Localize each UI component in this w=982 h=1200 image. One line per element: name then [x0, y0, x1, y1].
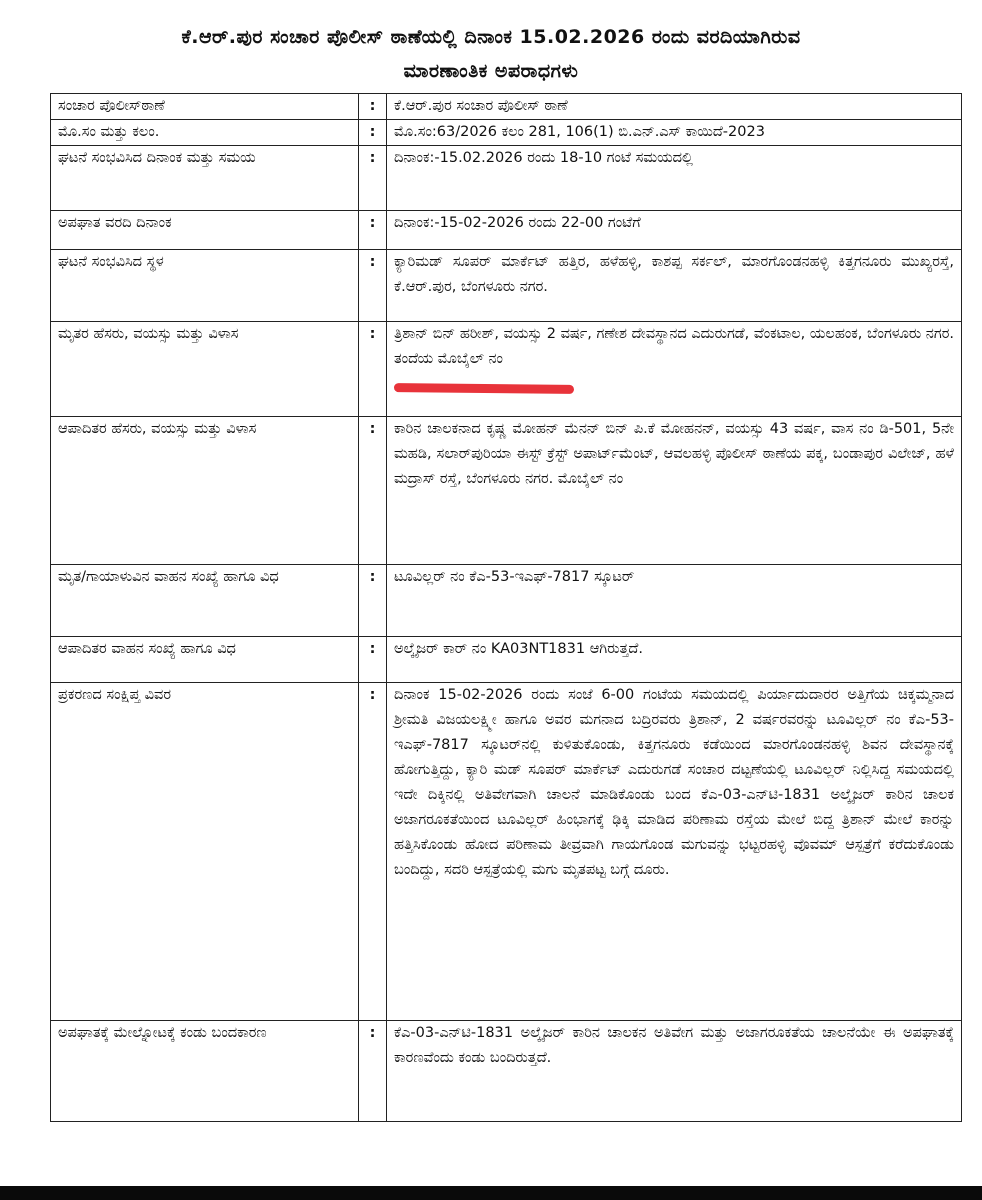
row-label: ಘಟನೆ ಸಂಭವಿಸಿದ ಸ್ಥಳ	[51, 250, 359, 322]
row-separator: :	[359, 637, 387, 683]
row-report-date	[51, 211, 962, 250]
row-separator: :	[359, 250, 387, 322]
row-label: ಪ್ರಕರಣದ ಸಂಕ್ಷಿಪ್ತ ವಿವರ	[51, 683, 359, 1021]
row-label: ಮೃತರ ಹೆಸರು, ವಯಸ್ಸು ಮತ್ತು ವಿಳಾಸ	[51, 322, 359, 417]
row-police-station	[51, 94, 962, 120]
row-label: ಆಪಾದಿತರ ವಾಹನ ಸಂಖ್ಯೆ ಹಾಗೂ ವಿಧ	[51, 637, 359, 683]
row-separator: :	[359, 417, 387, 565]
row-value: ತ್ರಿಶಾನ್ ಬಿನ್ ಹರೀಶ್, ವಯಸ್ಸು 2 ವರ್ಷ, ಗಣೇಶ ದೇವಸ್ಥಾನದ ಎದುರುಗಡೆ, ವೆಂಕಟಾಲ, ಯಲಹಂಕ, ಬೆಂಗಳೂರು ನಗರ. ತಂದೆಯ ಮೊಬೈಲ್ ನಂ	[394, 326, 954, 367]
row-separator: :	[359, 146, 387, 211]
row-label: ಅಪಘಾತಕ್ಕೆ ಮೇಲ್ನೋಟಕ್ಕೆ ಕಂಡು ಬಂದಕಾರಣ	[51, 1021, 359, 1122]
report-table	[50, 93, 962, 1122]
row-value: ಕ್ಯಾರಿಮಡ್ ಸೂಪರ್ ಮಾರ್ಕೆಟ್ ಹತ್ತಿರ, ಹಳೆಹಳ್ಳಿ, ಕಾಶಪ್ಪ ಸರ್ಕಲ್, ಮಾರಗೊಂಡನಹಳ್ಳಿ ಕಿತ್ತಗನೂರು ಮುಖ್ಯರಸ್ತೆ, ಕೆ.ಆರ್.ಪುರ, ಬೆಂಗಳೂರು ನಗರ.	[387, 250, 962, 322]
row-value: ಮೊ.ಸಂ:63/2026 ಕಲಂ 281, 106(1) ಬಿ.ಎನ್.ಎಸ್ ಕಾಯಿದೆ-2023	[387, 120, 962, 146]
redaction-mark	[394, 383, 574, 394]
row-label: ಮೃತ/ಗಾಯಾಳುವಿನ ವಾಹನ ಸಂಖ್ಯೆ ಹಾಗೂ ವಿಧ	[51, 565, 359, 637]
row-accident-cause	[51, 1021, 962, 1122]
row-label: ಮೊ.ಸಂ ಮತ್ತು ಕಲಂ.	[51, 120, 359, 146]
row-label: ಆಪಾದಿತರ ಹೆಸರು, ವಯಸ್ಸು ಮತ್ತು ವಿಳಾಸ	[51, 417, 359, 565]
page-subtitle: ಮಾರಣಾಂತಿಕ ಅಪರಾಧಗಳು	[403, 60, 579, 82]
row-victim-vehicle	[51, 565, 962, 637]
row-separator: :	[359, 211, 387, 250]
row-case-summary	[51, 683, 962, 1021]
row-label: ಘಟನೆ ಸಂಭವಿಸಿದ ದಿನಾಂಕ ಮತ್ತು ಸಮಯ	[51, 146, 359, 211]
row-label: ಅಪಘಾತ ವರದಿ ದಿನಾಂಕ	[51, 211, 359, 250]
row-separator: :	[359, 1021, 387, 1122]
row-value-cell	[387, 322, 962, 417]
row-separator: :	[359, 565, 387, 637]
row-value: ದಿನಾಂಕ 15-02-2026 ರಂದು ಸಂಜೆ 6-00 ಗಂಟೆಯ ಸಮಯದಲ್ಲಿ ಪಿರ್ಯಾದುದಾರರ ಅತ್ತಿಗೆಯ ಚಿಕ್ಕಮ್ಮನಾದ ಶ್ರೀಮತಿ ವಿಜಯಲಕ್ಷ್ಮೀ ಹಾಗೂ ಅವರ ಮಗನಾದ ಬದ್ರಿರವರು ತ್ರಿಶಾನ್, 2 ವರ್ಷರವರನ್ನು ಟೂವಿಲ್ಲರ್ ನಂ ಕೆಎ-53-ಇಎಫ್-7817 ಸ್ಕೂಟರ್‌ನಲ್ಲಿ ಕುಳಿತುಕೊಂಡು, ಕಿತ್ತಗನೂರು ಕಡೆಯಿಂದ ಮಾರಗೊಂಡನಹಳ್ಳಿ ಶಿವನ ದೇವಸ್ಥಾನಕ್ಕೆ ಹೋಗುತ್ತಿದ್ದು, ಕ್ಯಾರಿ ಮಡ್ ಸೂಪರ್ ಮಾರ್ಕೆಟ್ ಎದುರುಗಡೆ ಸಂಚಾರ ದಟ್ಟಣೆಯಲ್ಲಿ ಟೂವಿಲ್ಲರ್ ನಿಲ್ಲಿಸಿದ್ದ ಸಮಯದಲ್ಲಿ ಇದೇ ದಿಕ್ಕಿನಲ್ಲಿ ಅತಿವೇಗವಾಗಿ ಚಾಲನೆ ಮಾಡಿಕೊಂಡು ಬಂದ ಕೆಎ-03-ಎನ್‌ಟಿ-1831 ಅಲ್ಕೈಜರ್ ಕಾರಿನ ಚಾಲಕ ಅಜಾಗರೂಕತೆಯಿಂದ ಟೂವಿಲ್ಲರ್ ಹಿಂಭಾಗಕ್ಕೆ ಢಿಕ್ಕಿ ಮಾಡಿದ ಪರಿಣಾಮ ರಸ್ತೆಯ ಮೇಲೆ ಬಿದ್ದ ತ್ರಿಶಾನ್ ಮೇಲೆ ಕಾರನ್ನು ಹತ್ತಿಸಿಕೊಂಡು ಹೋದ ಪರಿಣಾಮ ತೀವ್ರವಾಗಿ ಗಾಯಗೊಂಡ ಮಗುವನ್ನು ಭಟ್ಟರಹಳ್ಳಿ ವೊವಮ್ ಆಸ್ಪತ್ರೆಗೆ ಕರೆದುಕೊಂಡು ಬಂದಿದ್ದು, ಸದರಿ ಆಸ್ಪತ್ರೆಯಲ್ಲಿ ಮಗು ಮೃತಪಟ್ಟ ಬಗ್ಗೆ ದೂರು.	[387, 683, 962, 1021]
row-value: ಕಾರಿನ ಚಾಲಕನಾದ ಕೃಷ್ಣ ಮೋಹನ್ ಮೆನನ್ ಬಿನ್ ಪಿ.ಕೆ ಮೋಹನನ್, ವಯಸ್ಸು 43 ವರ್ಷ, ವಾಸ ನಂ ಡಿ-501, 5ನೇ ಮಹಡಿ, ಸಲಾರ್‌ಪುರಿಯಾ ಈಸ್ಟ್ ಕ್ರೆಸ್ಟ್ ಅಪಾರ್ಟ್‌ಮೆಂಟ್, ಆವಲಹಳ್ಳಿ ಪೊಲೀಸ್ ಠಾಣೆಯ ಪಕ್ಕ, ಬಂಡಾಪುರ ವಿಲೇಜ್, ಹಳೆ ಮದ್ರಾಸ್ ರಸ್ತೆ, ಬೆಂಗಳೂರು ನಗರ. ಮೊಬೈಲ್ ನಂ	[387, 417, 962, 565]
row-separator: :	[359, 94, 387, 120]
row-separator: :	[359, 683, 387, 1021]
row-value: ದಿನಾಂಕ:-15-02-2026 ರಂದು 22-00 ಗಂಟೆಗೆ	[387, 211, 962, 250]
bottom-edge-bar	[0, 1186, 982, 1200]
row-case-number	[51, 120, 962, 146]
page-title: ಕೆ.ಆರ್.ಪುರ ಸಂಚಾರ ಪೊಲೀಸ್ ಠಾಣೆಯಲ್ಲಿ ದಿನಾಂಕ 15.02.2026 ರಂದು ವರದಿಯಾಗಿರುವ	[181, 26, 801, 48]
row-value: ಕೆ.ಆರ್.ಪುರ ಸಂಚಾರ ಪೊಲೀಸ್ ಠಾಣೆ	[387, 94, 962, 120]
row-deceased-details	[51, 322, 962, 417]
row-separator: :	[359, 322, 387, 417]
row-value: ಕೆಎ-03-ಎನ್‌ಟಿ-1831 ಅಲ್ಕೈಜರ್ ಕಾರಿನ ಚಾಲಕನ ಅತಿವೇಗ ಮತ್ತು ಅಜಾಗರೂಕತೆಯ ಚಾಲನೆಯೇ ಈ ಅಪಘಾತಕ್ಕೆ ಕಾರಣವೆಂದು ಕಂಡು ಬಂದಿರುತ್ತದೆ.	[387, 1021, 962, 1122]
row-value: ಅಲ್ಕೈಜರ್ ಕಾರ್ ನಂ KA03NT1831 ಆಗಿರುತ್ತದೆ.	[387, 637, 962, 683]
row-accused-details	[51, 417, 962, 565]
row-incident-datetime	[51, 146, 962, 211]
row-value: ದಿನಾಂಕ:-15.02.2026 ರಂದು 18-10 ಗಂಟೆ ಸಮಯದಲ್ಲಿ	[387, 146, 962, 211]
row-value: ಟೂವಿಲ್ಲರ್ ನಂ ಕೆಎ-53-ಇಎಫ್-7817 ಸ್ಕೂಟರ್	[387, 565, 962, 637]
row-incident-place	[51, 250, 962, 322]
row-accused-vehicle	[51, 637, 962, 683]
row-label: ಸಂಚಾರ ಪೊಲೀಸ್‌ಠಾಣೆ	[51, 94, 359, 120]
row-separator: :	[359, 120, 387, 146]
